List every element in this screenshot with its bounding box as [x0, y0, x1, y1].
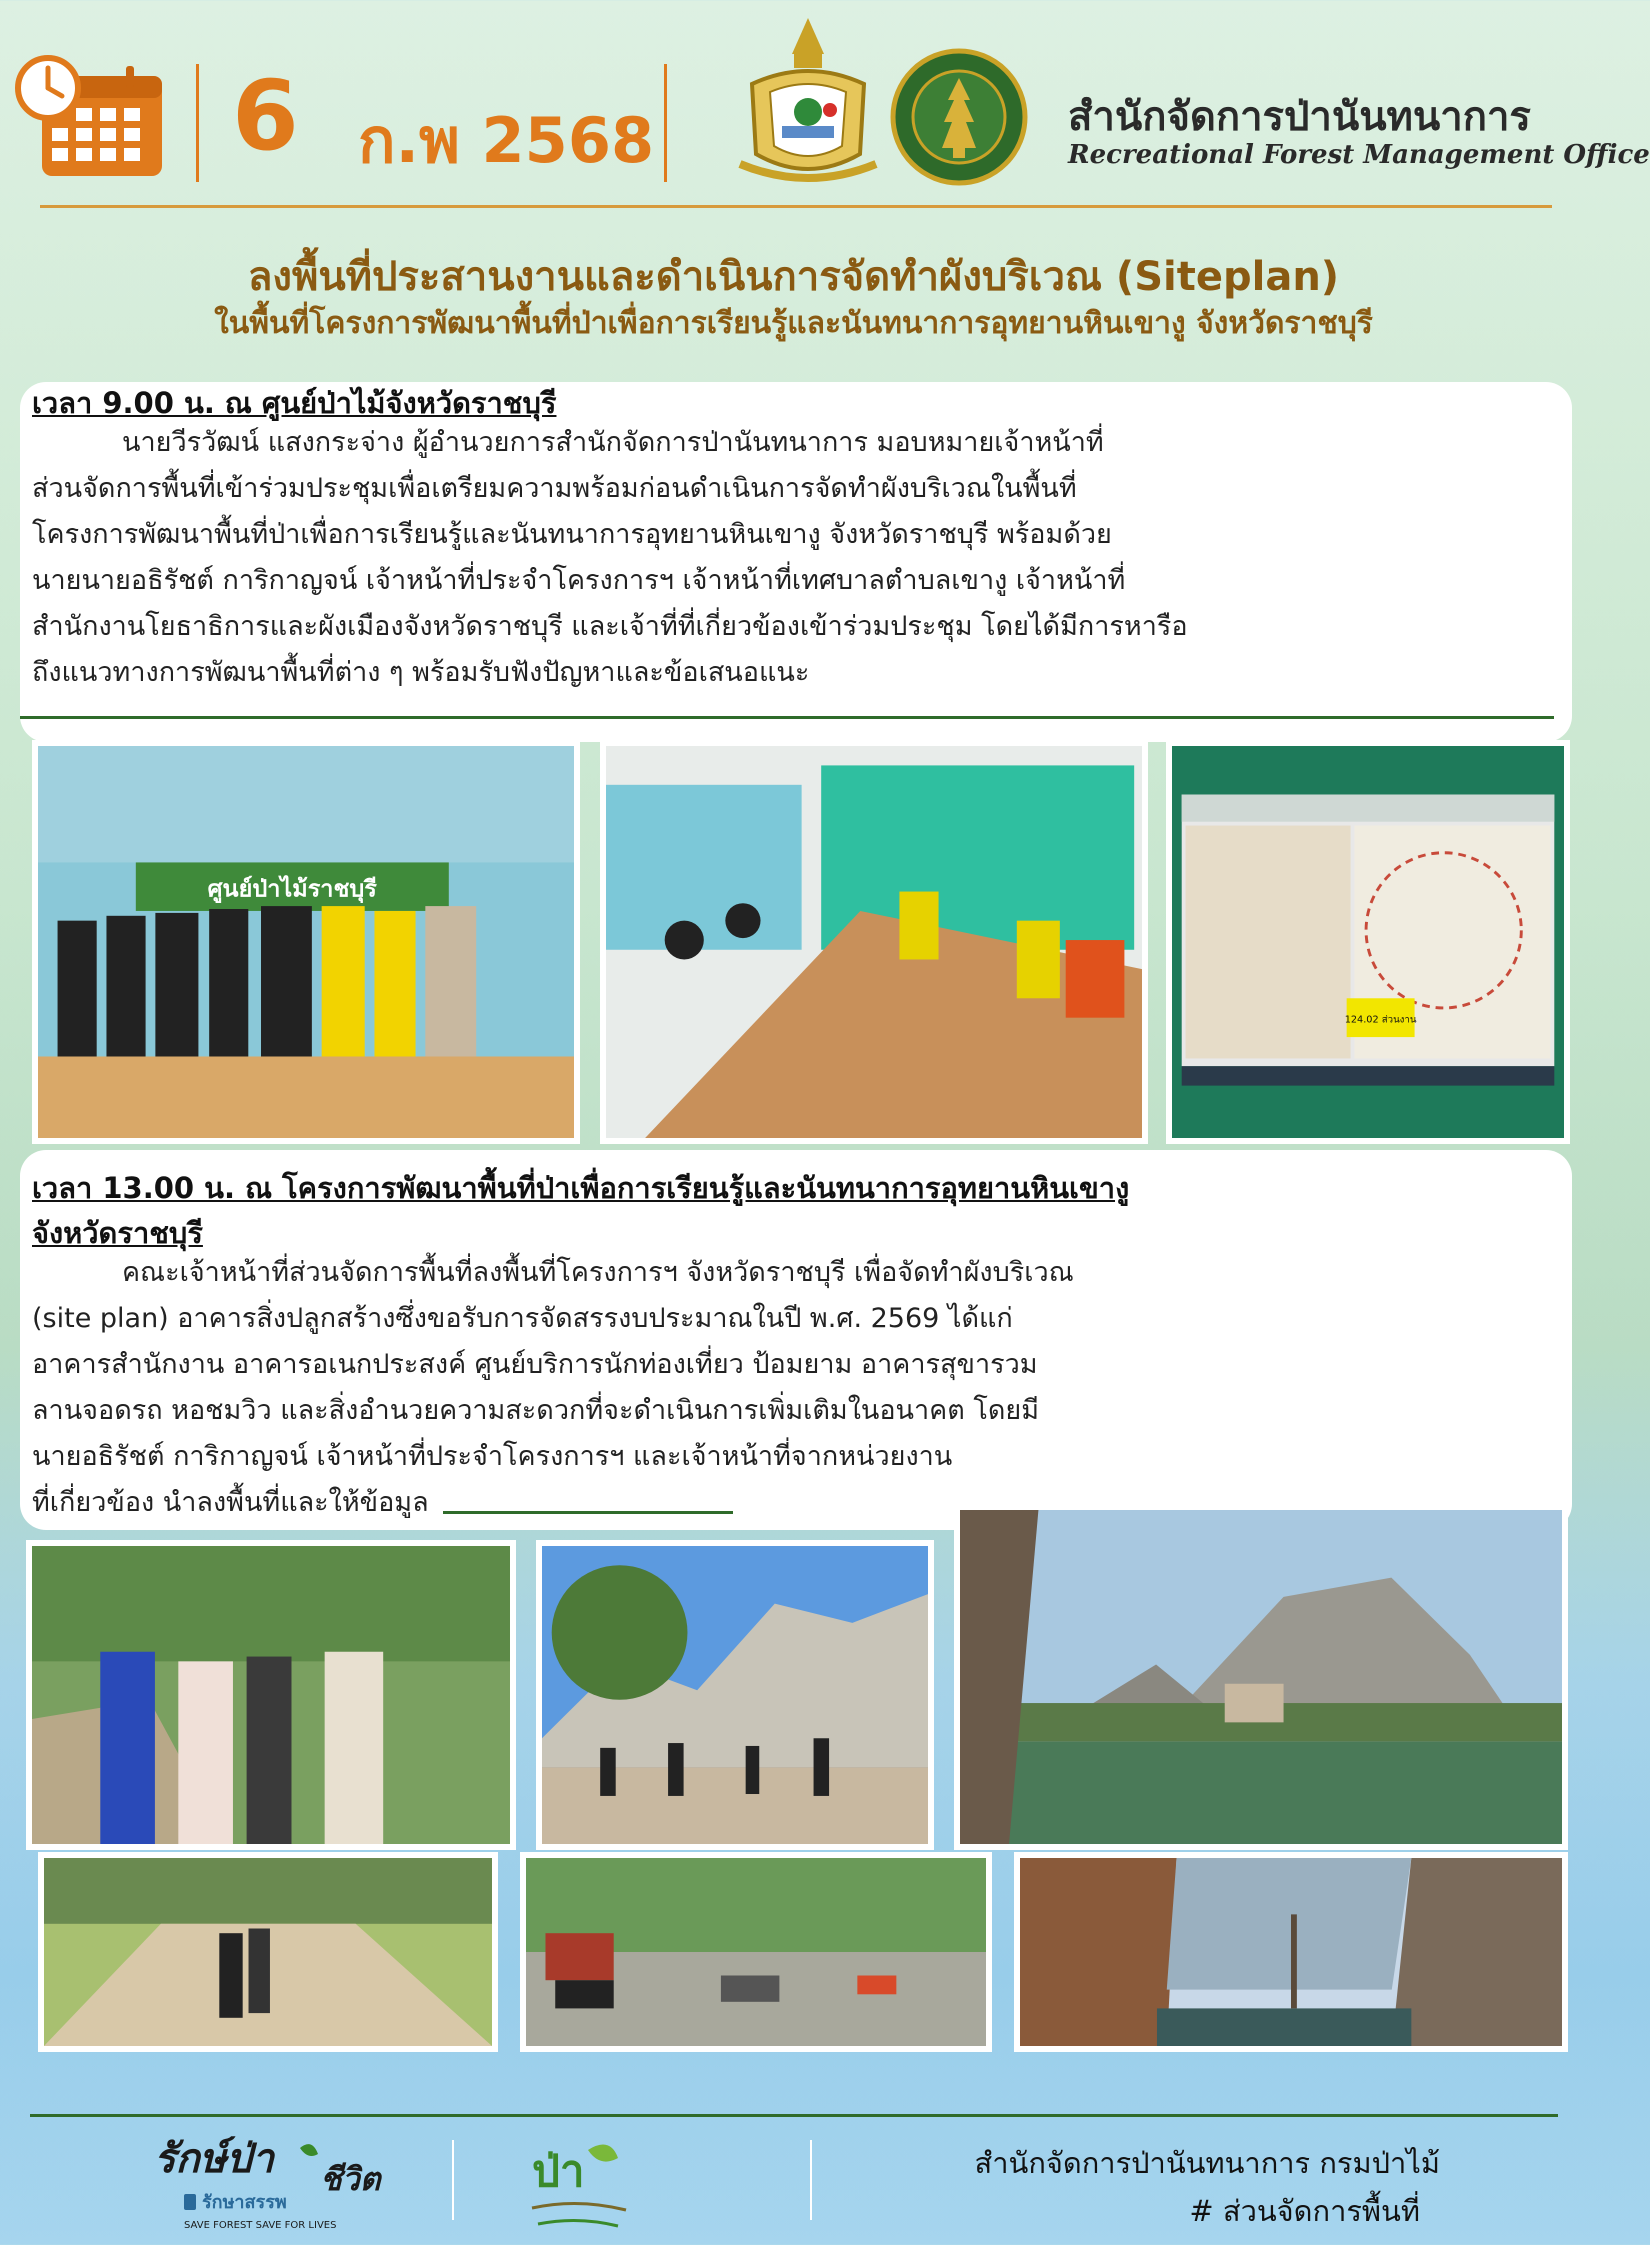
- date-month-year: ก.พ 2568: [358, 104, 655, 177]
- body-line: นายวีรวัฒน์ แสงกระจ่าง ผู้อำนวยการสำนักจัดการป่านันทนาการ มอบหมายเจ้าหน้าที่: [122, 427, 1104, 458]
- body-line: ลานจอดรถ หอชมวิว และสิ่งอำนวยความสะดวกที่จะดำเนินการเพิ่มเติมในอนาคต โดยมี: [32, 1395, 1040, 1426]
- body-line: โครงการพัฒนาพื้นที่ป่าเพื่อการเรียนรู้และนันทนาการอุทยานหินเขางู จังหวัดราชบุรี พร้อมด้วย: [32, 519, 1112, 550]
- field-survey-team-photo: [26, 1540, 516, 1850]
- dirt-road-survey-photo: [38, 1852, 498, 2052]
- body-line: อาคารสำนักงาน อาคารอเนกประสงค์ ศูนย์บริการนักท่องเที่ยว ป้อมยาม อาคารสุขารวม: [32, 1349, 1038, 1380]
- rocky-cliff-site-photo: [536, 1540, 934, 1850]
- footer-separator: [452, 2140, 454, 2220]
- page-subtitle: ในพื้นที่โครงการพัฒนาพื้นที่ป่าเพื่อการเรียนรู้และนันทนาการอุทยานหินเขางู จังหวัดราชบุรี: [214, 306, 1373, 341]
- ministry-seal-icon: [732, 14, 884, 190]
- section-divider: [20, 716, 1554, 719]
- inline-divider: [443, 1511, 733, 1514]
- lake-mountain-photo: [954, 1504, 1568, 1850]
- logo-text-en: SAVE FOREST SAVE FOR LIVES: [184, 2220, 337, 2231]
- logo2-text: ป่า: [532, 2146, 585, 2197]
- calendar-clock-icon: [16, 52, 168, 182]
- header-separator: [196, 64, 199, 182]
- org-name-english: Recreational Forest Management Office: [1068, 140, 1650, 170]
- afternoon-section-heading-cont: จังหวัดราชบุรี: [32, 1216, 203, 1250]
- footer-divider: [30, 2114, 1558, 2117]
- map-area-label: 124.02 ส่วนงาน: [1344, 1014, 1417, 1026]
- morning-section-body: [32, 420, 1560, 696]
- afternoon-section-body: [32, 1250, 1560, 1526]
- date-day: 6: [232, 60, 299, 172]
- recreation-forest-logo-icon: [518, 2128, 638, 2238]
- page-title: ลงพื้นที่ประสานงานและดำเนินการจัดทำผังบริเวณ (Siteplan): [247, 254, 1340, 300]
- footer-org-line: สำนักจัดการป่านันทนาการ กรมป่าไม้: [974, 2146, 1440, 2180]
- body-line: นายนายอธิรัชต์ การิกาญจน์ เจ้าหน้าที่ประจำโครงการฯ เจ้าหน้าที่เทศบาลตำบลเขางู เจ้าหน้าที่: [32, 565, 1126, 596]
- body-line: (site plan) อาคารสิ่งปลูกสร้างซึ่งขอรับการจัดสรรงบประมาณในปี พ.ศ. 2569 ได้แก่: [32, 1303, 1013, 1334]
- afternoon-section-heading: เวลา 13.00 น. ณ โครงการพัฒนาพื้นที่ป่าเพื่อการเรียนรู้และนันทนาการอุทยานหินเขางู: [32, 1171, 1130, 1205]
- body-line: นายอธิรัชต์ การิกาญจน์ เจ้าหน้าที่ประจำโครงการฯ และเจ้าหน้าที่จากหน่วยงาน: [32, 1441, 953, 1472]
- body-line: คณะเจ้าหน้าที่ส่วนจัดการพื้นที่ลงพื้นที่โครงการฯ จังหวัดราชบุรี เพื่อจัดทำผังบริเวณ: [122, 1257, 1074, 1288]
- logo-text-main: รักษ์ป่า: [154, 2136, 274, 2182]
- footer-hashtag: # ส่วนจัดการพื้นที่: [1189, 2194, 1420, 2228]
- org-name-thai: สำนักจัดการป่านันทนาการ: [1068, 94, 1531, 140]
- photo-banner-text: ศูนย์ป่าไม้ราชบุรี: [207, 874, 377, 903]
- header-separator: [664, 64, 667, 182]
- morning-section-heading: เวลา 9.00 น. ณ ศูนย์ป่าไม้จังหวัดราชบุรี: [32, 386, 557, 420]
- parking-area-photo: [520, 1852, 992, 2052]
- projected-map-photo: [1166, 740, 1570, 1144]
- body-line: ที่เกี่ยวข้อง นำลงพื้นที่และให้ข้อมูล: [32, 1487, 429, 1518]
- logo-text-life: ชีวิต: [320, 2160, 381, 2198]
- save-forest-logo-icon: [150, 2128, 410, 2238]
- royal-forest-department-seal-icon: [890, 48, 1028, 186]
- meeting-room-photo: [600, 740, 1148, 1144]
- body-line: สำนักงานโยธาธิการและผังเมืองจังหวัดราชบุรี และเจ้าที่ที่เกี่ยวข้องเข้าร่วมประชุม โดยได้มีการหารือ: [32, 611, 1188, 642]
- footer-separator: [810, 2140, 812, 2220]
- group-photo-forest-center: [32, 740, 580, 1144]
- header-divider: [40, 205, 1552, 208]
- canyon-pond-photo: [1014, 1852, 1568, 2052]
- body-line: ถึงแนวทางการพัฒนาพื้นที่ต่าง ๆ พร้อมรับฟังปัญหาและข้อเสนอแนะ: [32, 657, 810, 688]
- body-line: ส่วนจัดการพื้นที่เข้าร่วมประชุมเพื่อเตรียมความพร้อมก่อนดำเนินการจัดทำผังบริเวณในพื้นที่: [32, 473, 1077, 504]
- logo-text-sub: รักษาสรรพ: [202, 2192, 287, 2213]
